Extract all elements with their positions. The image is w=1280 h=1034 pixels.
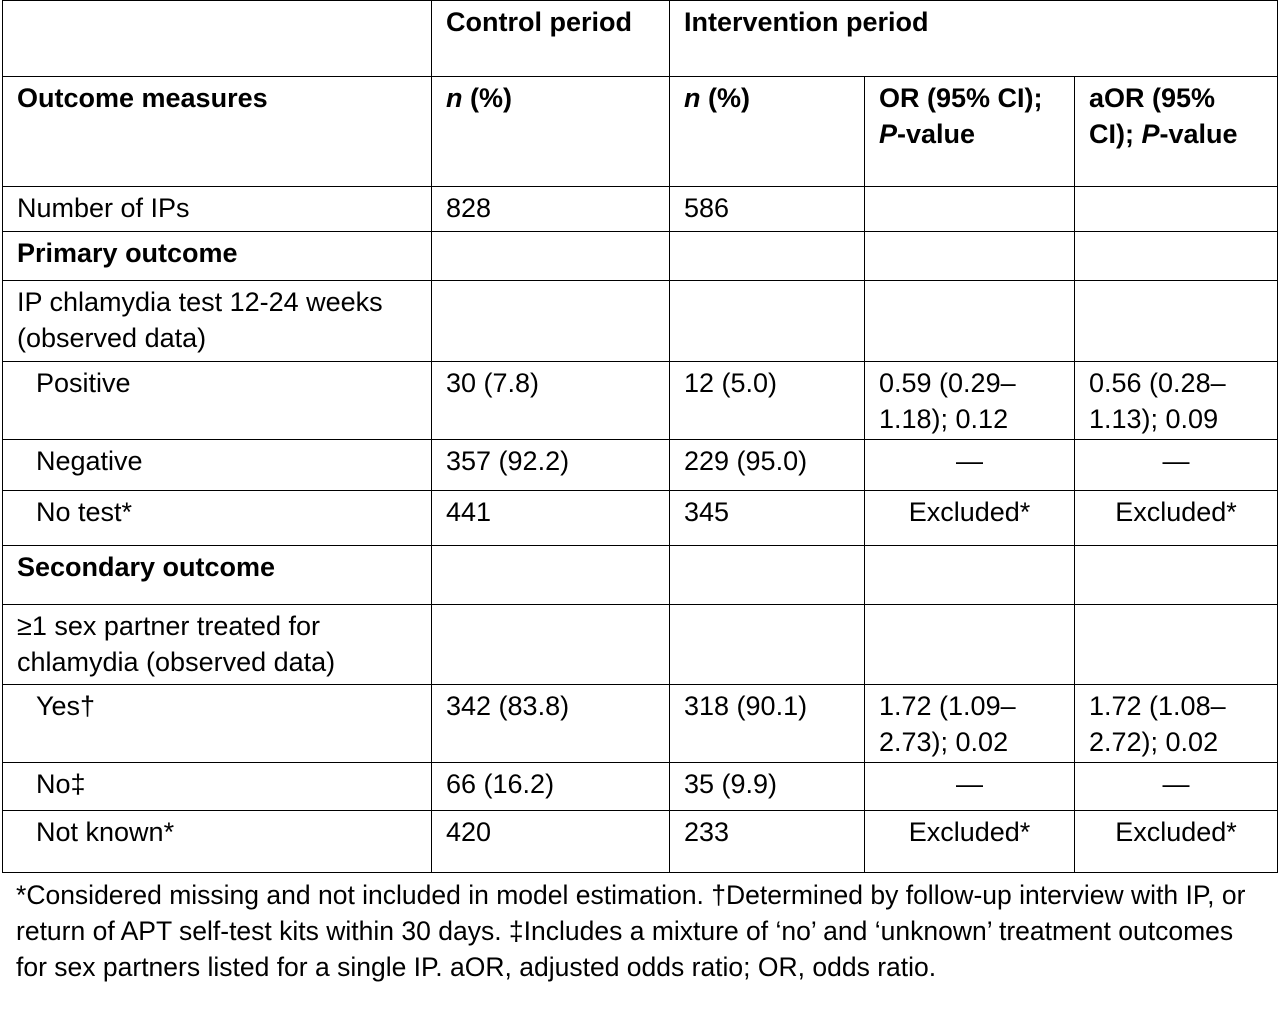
or-value [865, 187, 1075, 232]
intervention-value: 586 [670, 187, 865, 232]
or-value [865, 281, 1075, 362]
p-value-label: -value [897, 119, 976, 149]
control-value: 828 [432, 187, 670, 232]
control-value: 30 (7.8) [432, 362, 670, 440]
row-label: Primary outcome [3, 232, 432, 281]
intervention-value [670, 281, 865, 362]
aor-value [1075, 232, 1278, 281]
control-value: 66 (16.2) [432, 763, 670, 811]
table-footnote: *Considered missing and not included in model estimation. †Determined by follow-up interview with IP, or return of APT self-test kits within 30 days. ‡Includes a mixture of ‘no’ and ‘unknown’ treatment outcomes for sex partners listed for a single IP. aOR, adjusted odds ratio; OR, odds ratio. [16, 880, 1246, 982]
or-value: Excluded* [865, 491, 1075, 546]
intervention-value: 318 (90.1) [670, 685, 865, 763]
table-row [3, 763, 1278, 811]
header-control-n [432, 77, 670, 187]
intervention-value [670, 605, 865, 685]
or-value: 1.72 (1.09–2.73); 0.02 [865, 685, 1075, 763]
p-italic: P [1141, 119, 1160, 149]
n-italic: n [684, 83, 701, 113]
or-value [865, 232, 1075, 281]
percent-label: (%) [462, 83, 512, 113]
group-header-row [3, 1, 1278, 77]
aor-label: aOR (95% CI); [1089, 83, 1216, 149]
control-value: 357 (92.2) [432, 440, 670, 491]
aor-value [1075, 605, 1278, 685]
table-row [3, 362, 1278, 440]
table-row [3, 187, 1278, 232]
header-empty-cell [3, 1, 432, 77]
control-value [432, 281, 670, 362]
outcome-table [2, 0, 1278, 873]
aor-value: 1.72 (1.08–2.72); 0.02 [1075, 685, 1278, 763]
control-value: 342 (83.8) [432, 685, 670, 763]
or-value [865, 605, 1075, 685]
aor-value: — [1075, 763, 1278, 811]
intervention-value [670, 546, 865, 605]
table-row [3, 605, 1278, 685]
intervention-value: 345 [670, 491, 865, 546]
aor-value: — [1075, 440, 1278, 491]
intervention-value [670, 232, 865, 281]
header-outcome-measures: Outcome measures [3, 77, 432, 187]
row-label: Negative [3, 440, 432, 491]
row-label: Positive [3, 362, 432, 440]
p-value-label: -value [1159, 119, 1238, 149]
row-label: Secondary outcome [3, 546, 432, 605]
header-intervention-n [670, 77, 865, 187]
or-value: — [865, 440, 1075, 491]
table-row [3, 281, 1278, 362]
row-label: ≥1 sex partner treated for chlamydia (observed data) [3, 605, 432, 685]
control-value: 420 [432, 811, 670, 873]
aor-value: Excluded* [1075, 811, 1278, 873]
control-value: 441 [432, 491, 670, 546]
intervention-value: 229 (95.0) [670, 440, 865, 491]
intervention-value: 12 (5.0) [670, 362, 865, 440]
table-row [3, 440, 1278, 491]
header-aor [1075, 77, 1278, 187]
row-label: No‡ [3, 763, 432, 811]
table-row [3, 685, 1278, 763]
p-italic: P [879, 119, 898, 149]
header-control-period: Control period [432, 1, 670, 77]
table-row [3, 811, 1278, 873]
or-label: OR (95% CI); [879, 83, 1043, 113]
row-label: No test* [3, 491, 432, 546]
intervention-value: 233 [670, 811, 865, 873]
intervention-value: 35 (9.9) [670, 763, 865, 811]
aor-value [1075, 281, 1278, 362]
or-value: 0.59 (0.29–1.18); 0.12 [865, 362, 1075, 440]
aor-value [1075, 187, 1278, 232]
row-label: Number of IPs [3, 187, 432, 232]
aor-value: 0.56 (0.28–1.13); 0.09 [1075, 362, 1278, 440]
n-italic: n [446, 83, 463, 113]
percent-label: (%) [700, 83, 750, 113]
control-value [432, 546, 670, 605]
row-label: Not known* [3, 811, 432, 873]
header-or [865, 77, 1075, 187]
section-heading-row [3, 546, 1278, 605]
control-value [432, 232, 670, 281]
table-row [3, 491, 1278, 546]
row-label: IP chlamydia test 12-24 weeks (observed data) [3, 281, 432, 362]
or-value [865, 546, 1075, 605]
header-intervention-period: Intervention period [670, 1, 1278, 77]
section-heading-row [3, 232, 1278, 281]
aor-value: Excluded* [1075, 491, 1278, 546]
column-header-row [3, 77, 1278, 187]
row-label: Yes† [3, 685, 432, 763]
aor-value [1075, 546, 1278, 605]
or-value: — [865, 763, 1075, 811]
control-value [432, 605, 670, 685]
or-value: Excluded* [865, 811, 1075, 873]
